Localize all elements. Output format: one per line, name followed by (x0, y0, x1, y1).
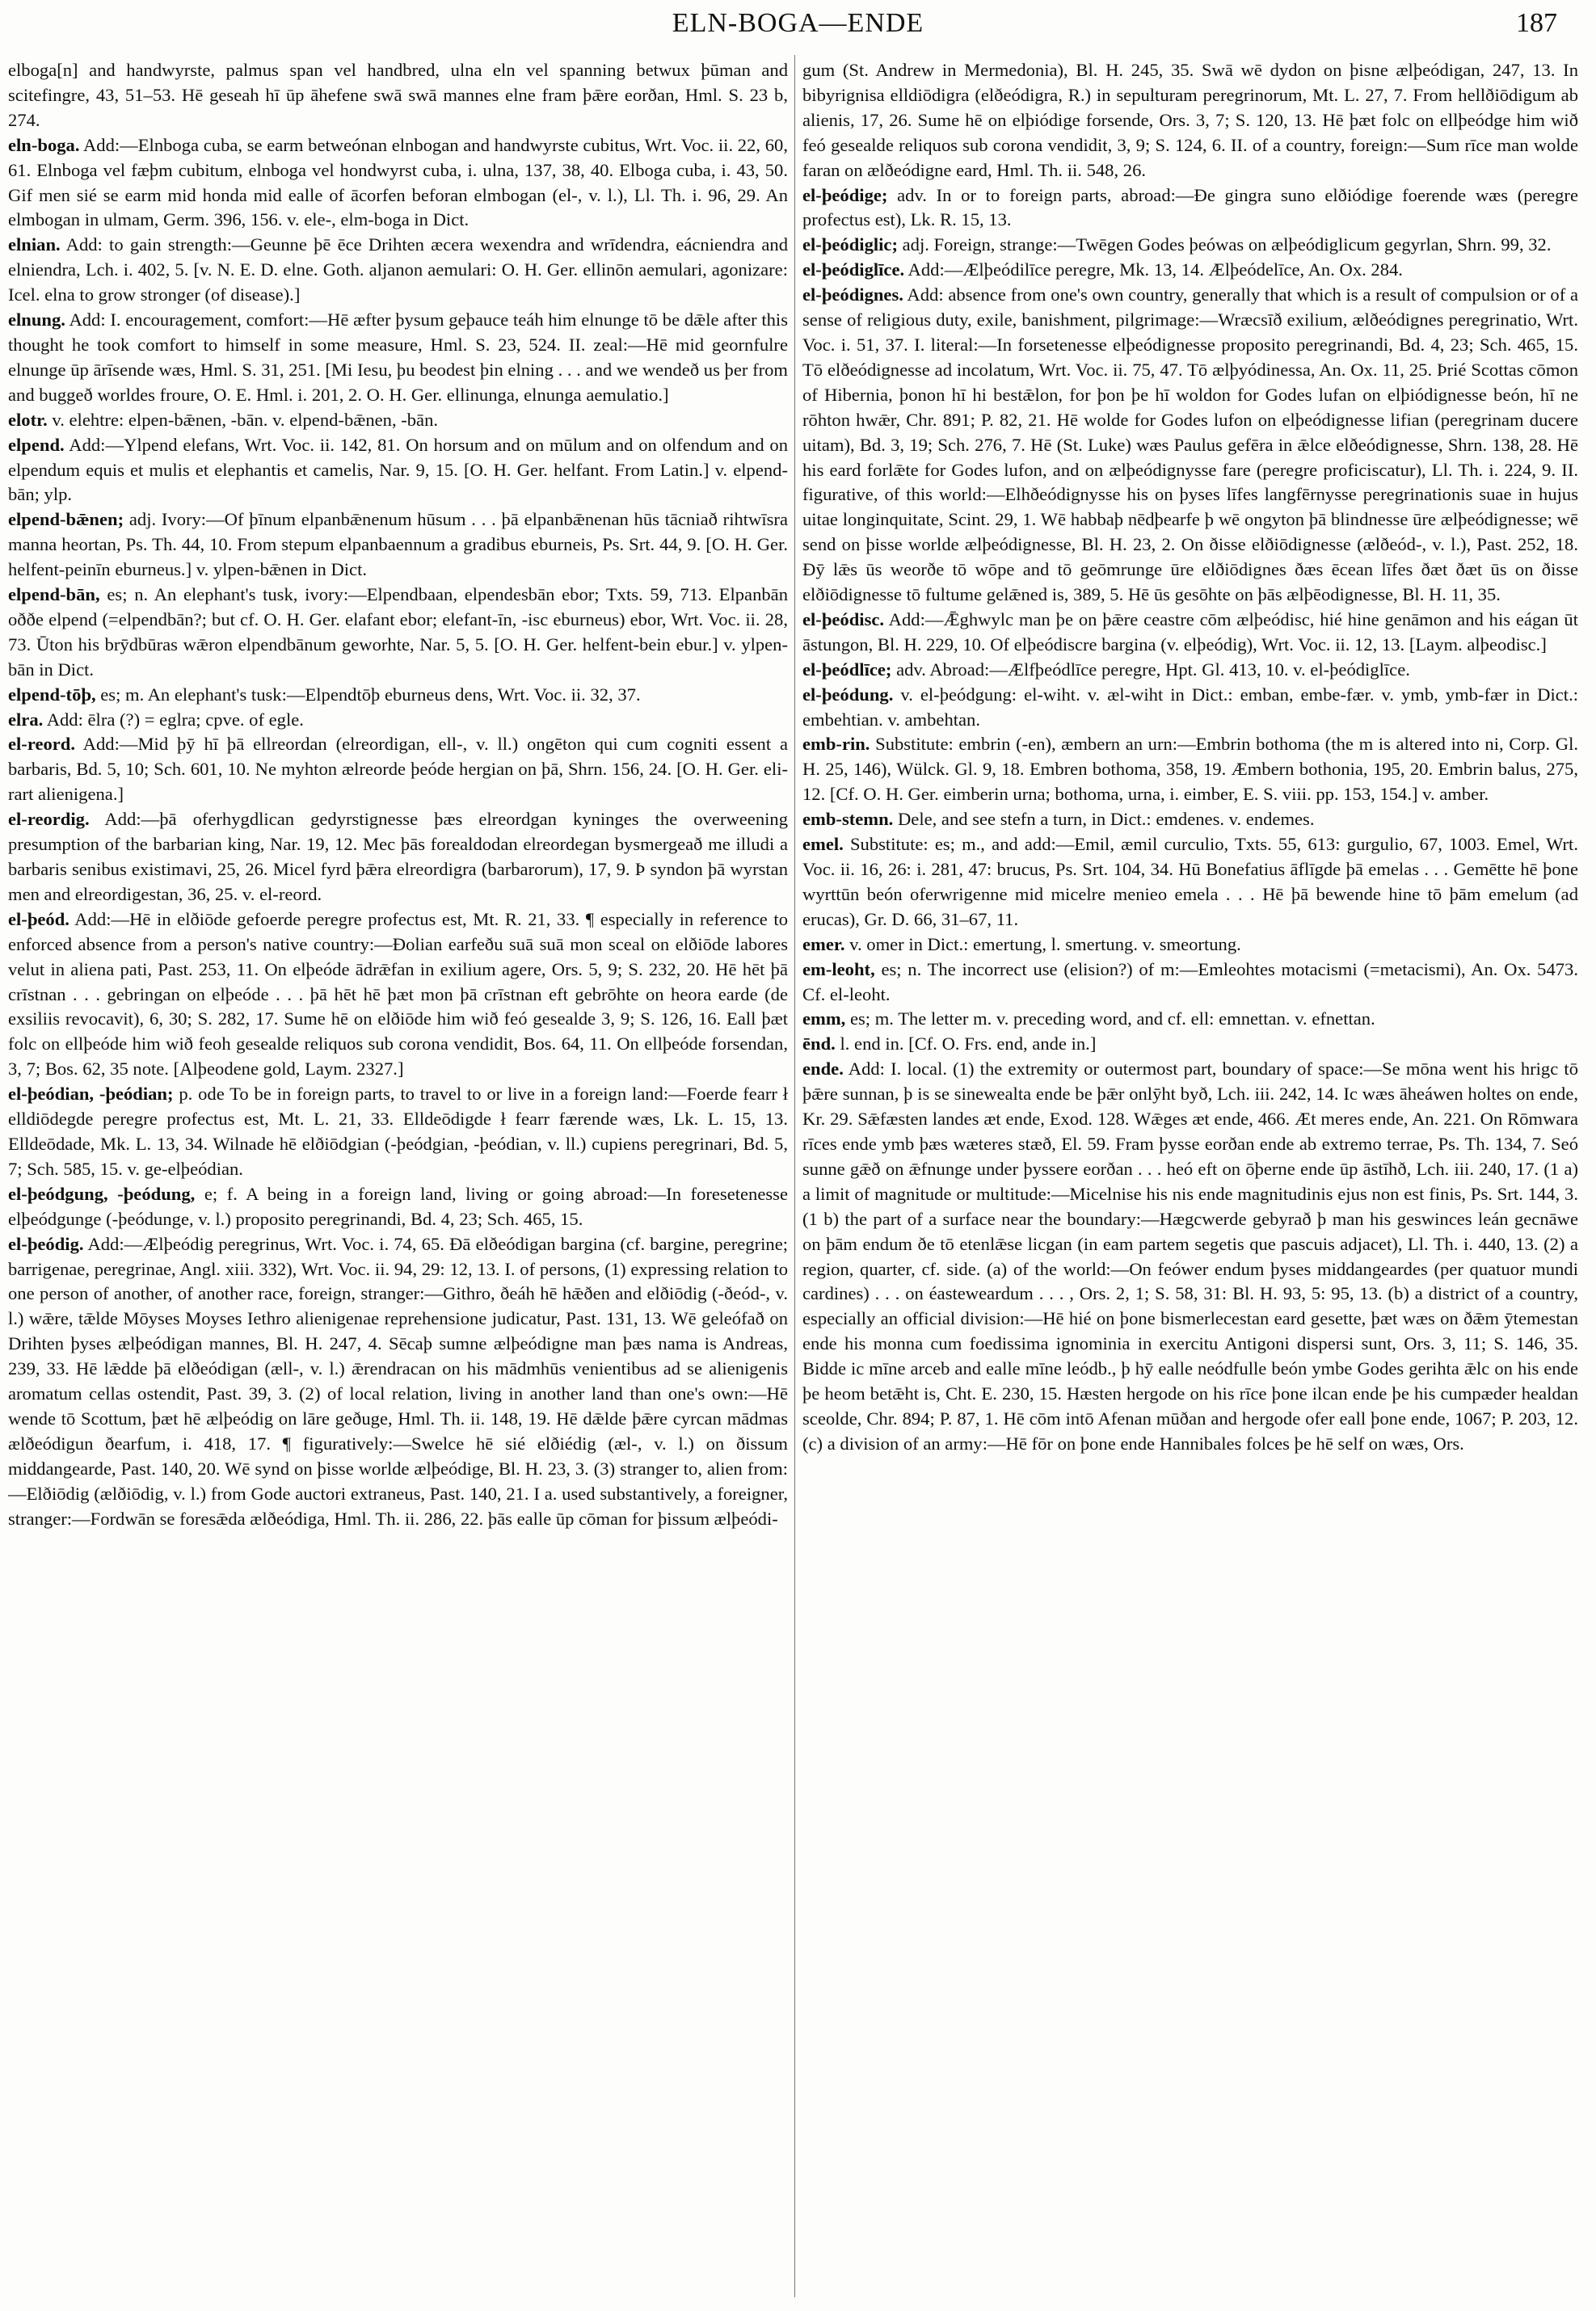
entry-text: p. ode To be in foreign parts, to travel to or live in a foreign land:—Foerde fearr ł elldiōdegde peregre profectus est, Mt. L. 21, 33. Elldeōdigde ł fearr færende wæs, Lk. L. 15, 13. Elldeōdade, Mk. L. 13, 34. Wilnade hē elðiōdgian (-þeódgian, -þeódian, v. ll.) cupiens peregrinari, Bd. 5, 7; Sch. 585, 15. v. ge-elþeódian. (8, 1084, 788, 1179)
entry-headword: el-þeódian, -þeódian; (8, 1084, 174, 1105)
entry-text: Substitute: es; m., and add:—Emil, æmil curculio, Txts. 55, 613: gurgulio, 67, 1003. Emel, Wrt. Voc. ii. 16, 26: i. 281, 47: brucus, Ps. Srt. 104, 34. Hū Bonefatius āflīgde þā emelas . . . Gemētte hē þone wyrttūn beón oferwrigenne mid micelre menieo emela . . . Hē þā bewende hine tō þām emelum (ad erucas), Gr. D. 66, 31–67, 11. (802, 834, 1578, 929)
entry-headword: el-reordig. (8, 809, 90, 830)
entry-headword: emb-rin. (802, 734, 870, 755)
entry-text: l. end in. [Cf. O. Frs. end, ande in.] (840, 1033, 1097, 1054)
entry-text: adv. Abroad:—Ælfþeódlīce peregre, Hpt. Gl. 413, 10. v. el-þeódiglīce. (896, 659, 1410, 680)
entry-headword: el-þeódisc. (802, 608, 885, 629)
entry-text: Add:—þā oferhygdlican gedyrstignesse þæs elreordgan kyninges the overweening presumption of the barbarian king, Nar. 19, 12. Mec þās forealdodan elreordegan bysmergeað me illudi a barbaris senibus existimavi, 25, 26. Micel fyrd þǣra elreordigra (barbarorum), 17, 9. Þ syndon þā wyrstan men and elreordigestan, 36, 25. v. el-reord. (8, 809, 788, 904)
dictionary-entry (8, 233, 788, 308)
dictionary-entry (802, 608, 1578, 658)
entry-headword: elra. (8, 709, 44, 730)
dictionary-entry (8, 807, 788, 907)
dictionary-entry (802, 1032, 1578, 1057)
entry-text: Add:—Ǣghwylc man þe on þǣre ceastre cōm ælþeódisc, hié hine genāmon and his eágan ūt āstungon, Bl. H. 229, 10. Of elþeódiscre bargina (v. elþeódig), Wrt. Voc. ii. 12, 13. [Laym. alþeodisc.] (802, 608, 1578, 655)
dictionary-entry (802, 258, 1578, 283)
entry-headword: elnian. (8, 234, 61, 255)
dictionary-entry (802, 832, 1578, 932)
dictionary-entry (802, 233, 1578, 258)
dictionary-entry (802, 283, 1578, 608)
dictionary-entry (802, 1007, 1578, 1032)
entry-headword: elpend-tōþ, (8, 684, 96, 705)
dictionary-entry (8, 507, 788, 583)
entry-headword: el-reord. (8, 734, 76, 755)
entry-text: Add:—Ylpend elefans, Wrt. Voc. ii. 142, 81. On horsum and on mūlum and on olfendum and on elpendum equis et mulis et elephantis et camelis, Nar. 9, 15. [O. H. Ger. helfant. From Latin.] v. elpend-bān; ylp. (8, 434, 788, 505)
entry-text: Add: I. encouragement, comfort:—Hē æfter þysum geþauce teáh him elnunge tō be dǣle after this thought he took comfort to himself in some measure, Hml. S. 23, 524. II. zeal:—Hē mid geornfulre elnunge ūp ārīsende wæs, Hml. S. 31, 251. [Mi Iesu, þu beodest þin elning . . . and we wendeð us þer from and buggeð worldes froure, O. E. Hml. i. 201, 2. O. H. Ger. ellinunga, elnunga aemulatio.] (8, 309, 788, 405)
entry-text: Add:—Ælþeódilīce peregre, Mk. 13, 14. Ælþeódelīce, An. Ox. 284. (907, 259, 1403, 280)
entry-headword: elpend-bǣnen; (8, 509, 124, 530)
dictionary-entry (802, 683, 1578, 733)
entry-text: v. elehtre: elpen-bǣnen, -bān. v. elpend-bǣnen, -bān. (52, 409, 439, 430)
dictionary-entry (802, 958, 1578, 1008)
dictionary-entry (8, 308, 788, 408)
entry-text: Add: I. local. (1) the extremity or outermost part, boundary of space:—Se mōna went his hrigc tō þǣre sunnan, þ is se sinewealta ende be þǣr onlȳht byð, Lch. iii. 242, 14. Ic wæs āheáwen holtes on ende, Kr. 29. Sǣfæsten landes æt ende, Exod. 128. Wǣges æt ende, 466. Æt meres ende, An. 221. On Rōmwara rīces ende ymb þæs wæteres stæð, El. 59. Fram þysse eorðan ende ab extremo terrae, Ps. Th. 134, 7. Seó sunne gǣð on ǣfnunge under þyssere eorðan . . . heó eft on ōþerne ende ūp āstīhð, Lch. iii. 240, 17. (1 a) a limit of magnitude or multitude:—Micelnise his nis ende magnitudinis ejus non est finis, Ps. Srt. 144, 3. (1 b) the part of a surface near the boundary:—Hægcwerde gebyrað þ man his geswinces leán gecnāwe on þām endum ðe tō etenlǣse licgan (in eam partem segetis que pascuis adjacet), Ll. Th. i. 440, 13. (2) a region, quarter, cf. side. (a) of the world:—On feówer endum þyses middangeardes (per quatuor mundi cardines) . . . on éasteweardum . . . , Ors. 2, 1; S. 58, 31: Bl. H. 93, 5: 95, 13. (b) a district of a country, especially an official division:—Hē hié on þone bismerlecestan eard gesette, þæt wæs on ðǣm ȳtemestan ende his monna cum foedissima ignominia in exercitu Antigoni dispersi sunt, Ors. 3, 11; S. 146, 35. Bidde ic mīne arceb and ealle mīne leódb., þ hȳ ealle neódfulle beón ymbe Godes gerihta ǣlc on his ende þe heom betǣht is, Cht. E. 230, 15. Hæsten hergode on his rīce þone ilcan ende þe his cumpæder healdan sceolde, Chr. 894; P. 87, 1. Hē cōm intō Afenan mūðan and hergode ofer eall þone ende, 1067; P. 203, 12. (c) a division of an army:—Hē fōr on þone ende Hannibales folces þe hē self on wæs, Ors. (802, 1059, 1578, 1454)
dictionary-entry (802, 58, 1578, 183)
dictionary-entry (802, 1057, 1578, 1457)
dictionary-entry (802, 658, 1578, 683)
entry-headword: el-þeódige; (802, 184, 888, 205)
dictionary-entry (8, 133, 788, 234)
entry-text: es; n. An elephant's tusk, ivory:—Elpendbaan, elpendesbān ebor; Txts. 59, 713. Elpanbān oððe elpend (=elpendbān?; but cf. O. H. Ger. elafant ebor; elefant-īn, -isc eburneus) ebor, Wrt. Voc. ii. 28, 73. Ūton his brȳdbūras wǣron elpendbānum geworhte, Nar. 5, 5. [O. H. Ger. helfent-bein ebur.] v. ylpen-bān in Dict. (8, 584, 788, 680)
entry-headword: el-þeód. (8, 908, 69, 929)
entry-headword: el-þeódgung, -þeódung, (8, 1183, 196, 1204)
entry-text: Add:—Ælþeódig peregrinus, Wrt. Voc. i. 74, 65. Ðā elðeódigan bargina (cf. bargine, peregrine; barrigenae, peregrinae, Angl. xiii. 332), Wrt. Voc. ii. 94, 29: 12, 13. I. of persons, (1) expressing relation to one person of another, of another race, foreign, stranger:—Githro, ðeáh hē hǣðen and elðiōdig (-ðeód-, v. l.) wǣre, tǣlde Mōyses Moyses Iethro alienigenae reprehensione judicatur, Past. 131, 13. Wē geleófað on Drihten þyses ælþeódigan mannes, Bl. H. 247, 4. Sēcaþ sumne ælþeódigne man þæs nama is Andreas, 239, 33. Hē lǣdde þā elðeódigan (æll-, v. l.) ǣrendracan on his mādmhūs venientibus ad se alienigenis aromatum cellas ostendit, Past. 39, 3. (2) of local relation, living in another land than one's own:—Hē wende tō Scottum, þæt hē ælþeódig on lāre geðuge, Hml. Th. ii. 148, 19. Hē dǣlde þǣre cyrcan mādmas ælðeódigun ðearfum, i. 418, 17. ¶ figuratively:—Swelce hē sié elðiédig (æl-, v. l.) on ðissum middangearde, Past. 140, 20. Wē synd on þisse worlde ælþeódige, Bl. H. 23, 3. (3) stranger to, alien from:—Elðiōdig (ælðiōdig, v. l.) from Gode auctori extraneus, Past. 140, 21. I a. used substantively, a foreigner, stranger:—Fordwān se foresǣda ælðeódiga, Hml. Th. ii. 286, 22. þās ealle ūp cōman for þissum ælþeódi- (8, 1233, 788, 1529)
entry-text: adj. Foreign, strange:—Twēgen Godes þeówas on ælþeódiglicum gegyrlan, Shrn. 99, 32. (902, 234, 1552, 255)
dictionary-entry (8, 907, 788, 1082)
dictionary-entry (802, 732, 1578, 807)
entry-text: Substitute: embrin (-en), æmbern an urn:—Embrin bothoma (the m is altered into ni, Corp. Gl. H. 25, 146), Wülck. Gl. 9, 18. Embren bothoma, 358, 19. Æmbern bothonia, 195, 20. Embrin balus, 275, 12. [Cf. O. H. Ger. eimberin urna; bothoma, urna, i. eimber, E. S. viii. pp. 153, 154.] v. amber. (802, 734, 1578, 805)
entry-headword: ende. (802, 1059, 844, 1080)
entry-headword: el-þeódig. (8, 1233, 84, 1254)
entry-text: elboga[n] and handwyrste, palmus span vel handbred, ulna eln vel spanning betwux þūman and scitefingre, 43, 51–53. Hē geseah hī ūp āhefene swā swā mannes elne fram þǣre eorðan, Hml. S. 23 b, 274. (8, 60, 788, 130)
entry-headword: elpend-bān, (8, 584, 100, 605)
dictionary-entry (802, 807, 1578, 832)
dictionary-entry (8, 732, 788, 807)
entry-text: gum (St. Andrew in Mermedonia), Bl. H. 245, 35. Swā wē dydon on þisne ælþeódigan, 247, 13. In bibyrignisa elldiōdigra (elðeódigra, R.) in sepulturam peregrinorum, Mt. L. 27, 7. From hellðiōdigum ab alienis, 17, 26. Sume hē on elþiódige forsende, Ors. 3, 7; S. 120, 13. Hē þæt folc on ellþeódge him wið feó gesealde reliquos sub corona vendidit, 3, 9; S. 124, 6. II. of a country, foreign:—Sum rīce man wolde faran on ælðeódigne eard, Hml. Th. ii. 548, 26. (802, 60, 1578, 180)
entry-headword: el-þeódignes. (802, 284, 903, 305)
dictionary-entry (8, 1182, 788, 1232)
dictionary-entry (8, 1232, 788, 1532)
entry-text: es; m. The letter m. v. preceding word, and cf. ell: emnettan. v. efnettan. (849, 1008, 1375, 1029)
entry-text: Add: ēlra (?) = eglra; cpve. of egle. (46, 709, 304, 730)
entry-headword: elnung. (8, 309, 65, 330)
entry-text: Add:—Elnboga cuba, se earm betweónan elnbogan and handwyrste cubitus, Wrt. Voc. ii. 22, 60, 61. Elnboga vel fæþm cubitum, elnboga vel hondwyrst cuba, i. ulna, 137, 38, 40. Elboga cuba, i. 43, 50. Gif men sié se earm mid honda mid ealle of ācorfen beforan elmbogan (el-, v. l.), Ll. Th. i. 96, 29. An elmbogan in ulmam, Germ. 396, 156. v. ele-, elm-boga in Dict. (8, 134, 788, 230)
entry-headword: elotr. (8, 409, 48, 430)
entry-headword: emer. (802, 933, 845, 954)
column-divider (794, 55, 795, 2297)
entry-text: Add:—Hē in elðiōde gefoerde peregre profectus est, Mt. R. 21, 33. ¶ especially in reference to enforced absence from a person's native country:—Ðolian earfeðu suā suā mon sceal on elðiōde labores velut in aliena pati, Past. 253, 11. On elþeóde ādrǣfan in exilium agere, Ors. 5, 9; S. 232, 20. Hē hēt þā crīstnan . . . gebringan on elþeóde . . . þā hēt hē þæt mon þā crīstnan eft gebrōhte on heora earde (de exsiliis revocavit), 6, 30; S. 282, 17. Sume hē on elðiōde him wið feó gesealde 3, 9; S. 126, 16. Eall þæt folc on ellþeóde him wið feoh gesealde reliquos sub corona vendidit, Bos. 64, 11. On ellþeóde forsendan, 3, 7; Bos. 62, 35 note. [Alþeodene gold, Laym. 2327.] (8, 908, 788, 1080)
entry-text: Add:—Mid þȳ hī þā ellreordan (elreordigan, ell-, v. ll.) ongēton qui cum cogniti essent a barbaris, Bd. 5, 10; Sch. 601, 10. Ne myhton ælreorde þeóde hergian on þā, Shrn. 156, 24. [O. H. Ger. eli-rart alienigena.] (8, 734, 788, 805)
page-header (0, 8, 1596, 40)
page-number: 187 (1516, 8, 1557, 38)
entry-text: adj. Ivory:—Of þīnum elpanbǣnenum hūsum . . . þā elpanbǣnenan hūs tācniað rihtwīsra manna heortan, Ps. Th. 44, 10. From stepum elpanbaennum a gradibus eburneis, Ps. Srt. 44, 9. [O. H. Ger. helfent-peinīn eburneus.] v. ylpen-bǣnen in Dict. (8, 509, 788, 580)
entry-headword: el-þeódiglic; (802, 234, 898, 255)
dictionary-entry (8, 583, 788, 683)
entry-headword: emb-stemn. (802, 809, 894, 830)
dictionary-entry (802, 183, 1578, 234)
entry-headword: elpend. (8, 434, 65, 455)
entry-headword: eln-boga. (8, 134, 80, 155)
entry-headword: el-þeódlīce; (802, 659, 892, 680)
entry-text: Add: absence from one's own country, generally that which is a result of compulsion or of a sense of religious duty, exile, banishment, pilgrimage:—Wræcsīð exilium, ælðeódignes peregrinatio, Wrt. Voc. i. 51, 37. I. literal:—In forsetenesse elþeódignesse proposito peregrinandi, Bd. 4, 23; Sch. 465, 15. Tō elðeódignesse ad incolatum, Wrt. Voc. ii. 75, 47. Tō ælþyódinessa, An. Ox. 11, 25. Þrié Scottas cōmon of Hibernia, þonon hī hi bestǣlon, for þon þe hī woldon for Godes lufan on elþiódignesse beón, hī ne rōhton hwǣr, Chr. 891; P. 82, 21. Hē wolde for Godes lufon on elþeódignesse lifian (peregrinam ducere uitam), Bd. 3, 19; Sch. 276, 7. Hē (St. Luke) wæs Paulus gefēra in ǣlce elðeódignesse, Shrn. 138, 28. Hē his eard forlǣte for Godes lufon, and on ælþeódignysse fare (peregre proficiscatur), Ll. Th. i. 224, 9. II. figurative, of this world:—Elhðeódignysse his on þyses līfes langfērnysse peregrinationis suae in hujus uitae longinquitate, Scint. 29, 1. Wē habbaþ nēdþearfe þ wē ongyton þā blindnesse ūre ælþeódignesse; wē send on þisse worlde ælþeódignesse, Bl. H. 23, 2. On ðisse elðiōdignesse (ælðeód-, v. l.), Past. 252, 18. Ðȳ lǣs ūs weorðe tō wōpe and tō geōmrunge ūre elðiōdignes ðæs ēcean līfes ðæt ðæt ūs on ðisse elðiōdignesse tō fultume gelǣned is, 389, 5. Hē ūs gesōhte on þās ælþēodignesse, Bl. H. 11, 35. (802, 284, 1578, 605)
entry-text: v. omer in Dict.: emertung, l. smertung. v. smeortung. (849, 933, 1241, 954)
entry-headword: el-þeódung. (802, 684, 894, 705)
dictionary-entry (8, 683, 788, 708)
entry-text: e; f. A being in a foreign land, living or going abroad:—In foresetenesse elþeódgunge (-þeódunge, v. l.) proposito peregrinandi, Bd. 4, 23; Sch. 465, 15. (8, 1183, 788, 1229)
dictionary-entry (8, 433, 788, 508)
entry-headword: emel. (802, 834, 844, 855)
right-column (802, 58, 1578, 2296)
running-head: ELN-BOGA—ENDE (672, 8, 924, 38)
entry-text: es; m. An elephant's tusk:—Elpendtōþ eburneus dens, Wrt. Voc. ii. 32, 37. (100, 684, 641, 705)
entry-text: es; n. The incorrect use (elision?) of m:—Emleohtes motacismi (=metacismi), An. Ox. 5473. Cf. el-leoht. (802, 958, 1578, 1004)
dictionary-entry (8, 1082, 788, 1182)
entry-headword: em-leoht, (802, 958, 875, 979)
left-column (8, 58, 788, 2296)
dictionary-entry (8, 58, 788, 133)
entry-headword: ēnd. (802, 1033, 836, 1054)
entry-text: Dele, and see stefn a turn, in Dict.: emdenes. v. endemes. (897, 809, 1315, 830)
dictionary-entry (8, 408, 788, 433)
dictionary-entry (802, 932, 1578, 958)
entry-headword: el-þeódiglīce. (802, 259, 905, 280)
entry-headword: emm, (802, 1008, 846, 1029)
dictionary-entry (8, 708, 788, 733)
entry-text: Add: to gain strength:—Geunne þē ēce Drihten æcera wexendra and wrīdendra, eácniendra and elniendra, Lch. i. 402, 5. [v. N. E. D. elne. Goth. aljanon aemulari: O. H. Ger. ellinōn aemulari, agonizare: Icel. elna to grow stronger (of disease).] (8, 234, 788, 305)
entry-text: v. el-þeódgung: el-wiht. v. æl-wiht in Dict.: emban, embe-fær. v. ymb, ymb-fær in Dict.: embehtian. v. ambehtan. (802, 684, 1578, 730)
entry-text: adv. In or to foreign parts, abroad:—Ðe gingra suno elðiódige foerende wæs (peregre profectus est), Lk. R. 15, 13. (802, 184, 1578, 230)
